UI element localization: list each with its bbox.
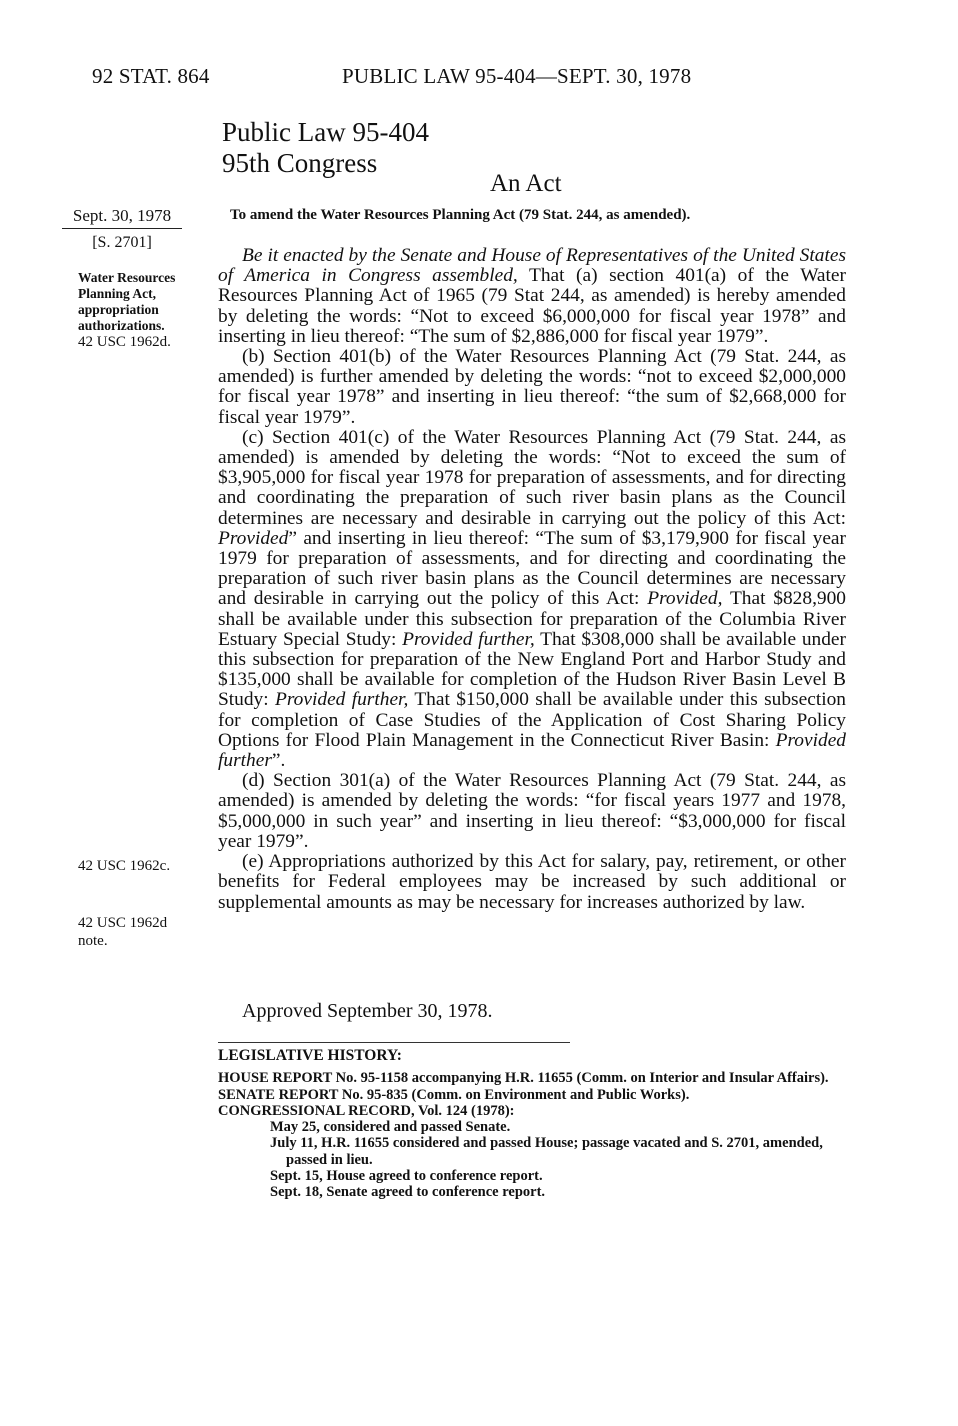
margin-note-line: appropriation (78, 302, 159, 317)
page-folio: 92 STAT. 864 (92, 64, 210, 88)
paragraph-c-text: That $150,000 shall be available under this subsection for completion of Case Studies of the Application of Cost Sharing Policy Options for Flood Plain Management in the Connecticut River Basin: (218, 689, 846, 751)
history-action: May 25, considered and passed Senate. (270, 1119, 511, 1136)
proviso-term: Provided further, (275, 689, 409, 711)
an-act-heading: An Act (490, 170, 562, 197)
margin-date: Sept. 30, 1978 (62, 205, 182, 229)
divider-rule (218, 1042, 570, 1043)
margin-note-line: 42 USC 1962d (78, 915, 168, 931)
approval-line: Approved September 30, 1978. (242, 1000, 493, 1022)
paragraph-c (218, 428, 846, 771)
proviso-term: Provided further, (402, 628, 535, 650)
paragraph-c-text: ”. (271, 750, 286, 772)
margin-note-topic (78, 270, 202, 350)
margin-note-line: Water Resources (78, 270, 176, 285)
enacting-clause: Be it enacted by the Senate and House of Representatives of the United States of America in Congress assembled, (218, 245, 846, 287)
proviso-term: Provided, (647, 588, 723, 610)
title-block (222, 117, 429, 179)
margin-usc-citation-3 (78, 914, 202, 950)
margin-bill-number: [S. 2701] (92, 234, 152, 251)
running-head-law: PUBLIC LAW 95-404—SEPT. 30, 1978 (342, 64, 692, 88)
paragraph-b: (b) Section 401(b) of the Water Resources Planning Act (79 Stat. 244, as amended) is further amended by deleting the words: “not to exceed $2,000,000 for fiscal year 1978” and inserting in lieu thereof: “the sum of $2,668,000 for fiscal year 1979”. (218, 346, 846, 428)
paragraph-a-text: That (a) section 401(a) of the Water Resources Planning Act of 1965 (79 Stat 244, as amended) is hereby amended by deleting the words: “Not to exceed $6,000,000 for fiscal year 1978” and inserting in lieu thereof: “The sum of $2,886,000 for fiscal year 1979”. (218, 265, 846, 347)
history-action: Sept. 18, Senate agreed to conference report. (270, 1184, 546, 1201)
running-head (92, 64, 898, 90)
paragraph-c-text: That $308,000 shall be available under this subsection for preparation of the New England Port and Harbor Study and $135,000 shall be available for completion of the Hudson River Basin Level B Study: (218, 628, 846, 711)
paragraph-d: (d) Section 301(a) of the Water Resources Planning Act (79 Stat. 244, as amended) is amended by deleting the words: “for fiscal years 1977 and 1978, $5,000,000 in such year” and inserting in lieu thereof: “$3,000,000 for fiscal year 1979”. (218, 770, 846, 852)
margin-date-block (62, 205, 182, 253)
paragraph-e: (e) Appropriations authorized by this Act for salary, pay, retirement, or other benefits for Federal employees may be increased by such additional or supplemental amounts as may be necessary for increases authorized by law. (218, 851, 846, 913)
history-congressional-record: CONGRESSIONAL RECORD, Vol. 124 (1978): (218, 1102, 515, 1119)
history-action: Sept. 15, House agreed to conference report. (270, 1168, 543, 1185)
history-senate-report: SENATE REPORT No. 95-835 (Comm. on Environment and Public Works). (218, 1086, 690, 1103)
paragraph-c-text: ” and inserting in lieu thereof: “The sum of $3,179,900 for fiscal year 1979 for preparation of assessments, and for directing and coordinating the preparation of such river basin plans as the Council determines are necessary and desirable in carrying out the policy of this Act: (218, 527, 846, 610)
margin-usc-citation-2: 42 USC 1962c. (78, 858, 171, 874)
margin-note-line: Planning Act, (78, 286, 157, 301)
paragraph-a (218, 246, 846, 347)
proviso-term: Provided (218, 527, 289, 549)
law-number: Public Law 95-404 (222, 117, 429, 147)
history-house-report: HOUSE REPORT No. 95-1158 accompanying H.R. 11655 (Comm. on Interior and Insular Affairs). (218, 1070, 829, 1087)
margin-note-line: authorizations. (78, 318, 165, 333)
act-body (218, 246, 846, 913)
legislative-history (218, 1048, 848, 1201)
act-purpose: To amend the Water Resources Planning Act (79 Stat. 244, as amended). (230, 207, 691, 223)
paragraph-c-text: (c) Section 401(c) of the Water Resources Planning Act (79 Stat. 244, as amended) is amended by deleting the words: “Not to exceed the sum of $3,905,000 for fiscal year 1978 for preparation of assessments, and for directing and coordinating the preparation of such river basin plans as the Council determines are necessary and desirable in carrying out the policy of this Act: (218, 426, 846, 529)
history-action: July 11, H.R. 11655 considered and passed House; passage vacated and S. 2701, amended, passed in lieu. (270, 1135, 823, 1168)
proviso-term: Provided further (218, 729, 846, 772)
congress-number: 95th Congress (222, 148, 378, 178)
margin-note-line: note. (78, 933, 108, 949)
margin-usc-citation: 42 USC 1962d. (78, 334, 171, 350)
history-heading: LEGISLATIVE HISTORY: (218, 1047, 402, 1064)
paragraph-c-text: That $828,900 shall be available under this subsection for preparation of the Columbia River Estuary Special Study: (218, 588, 846, 650)
